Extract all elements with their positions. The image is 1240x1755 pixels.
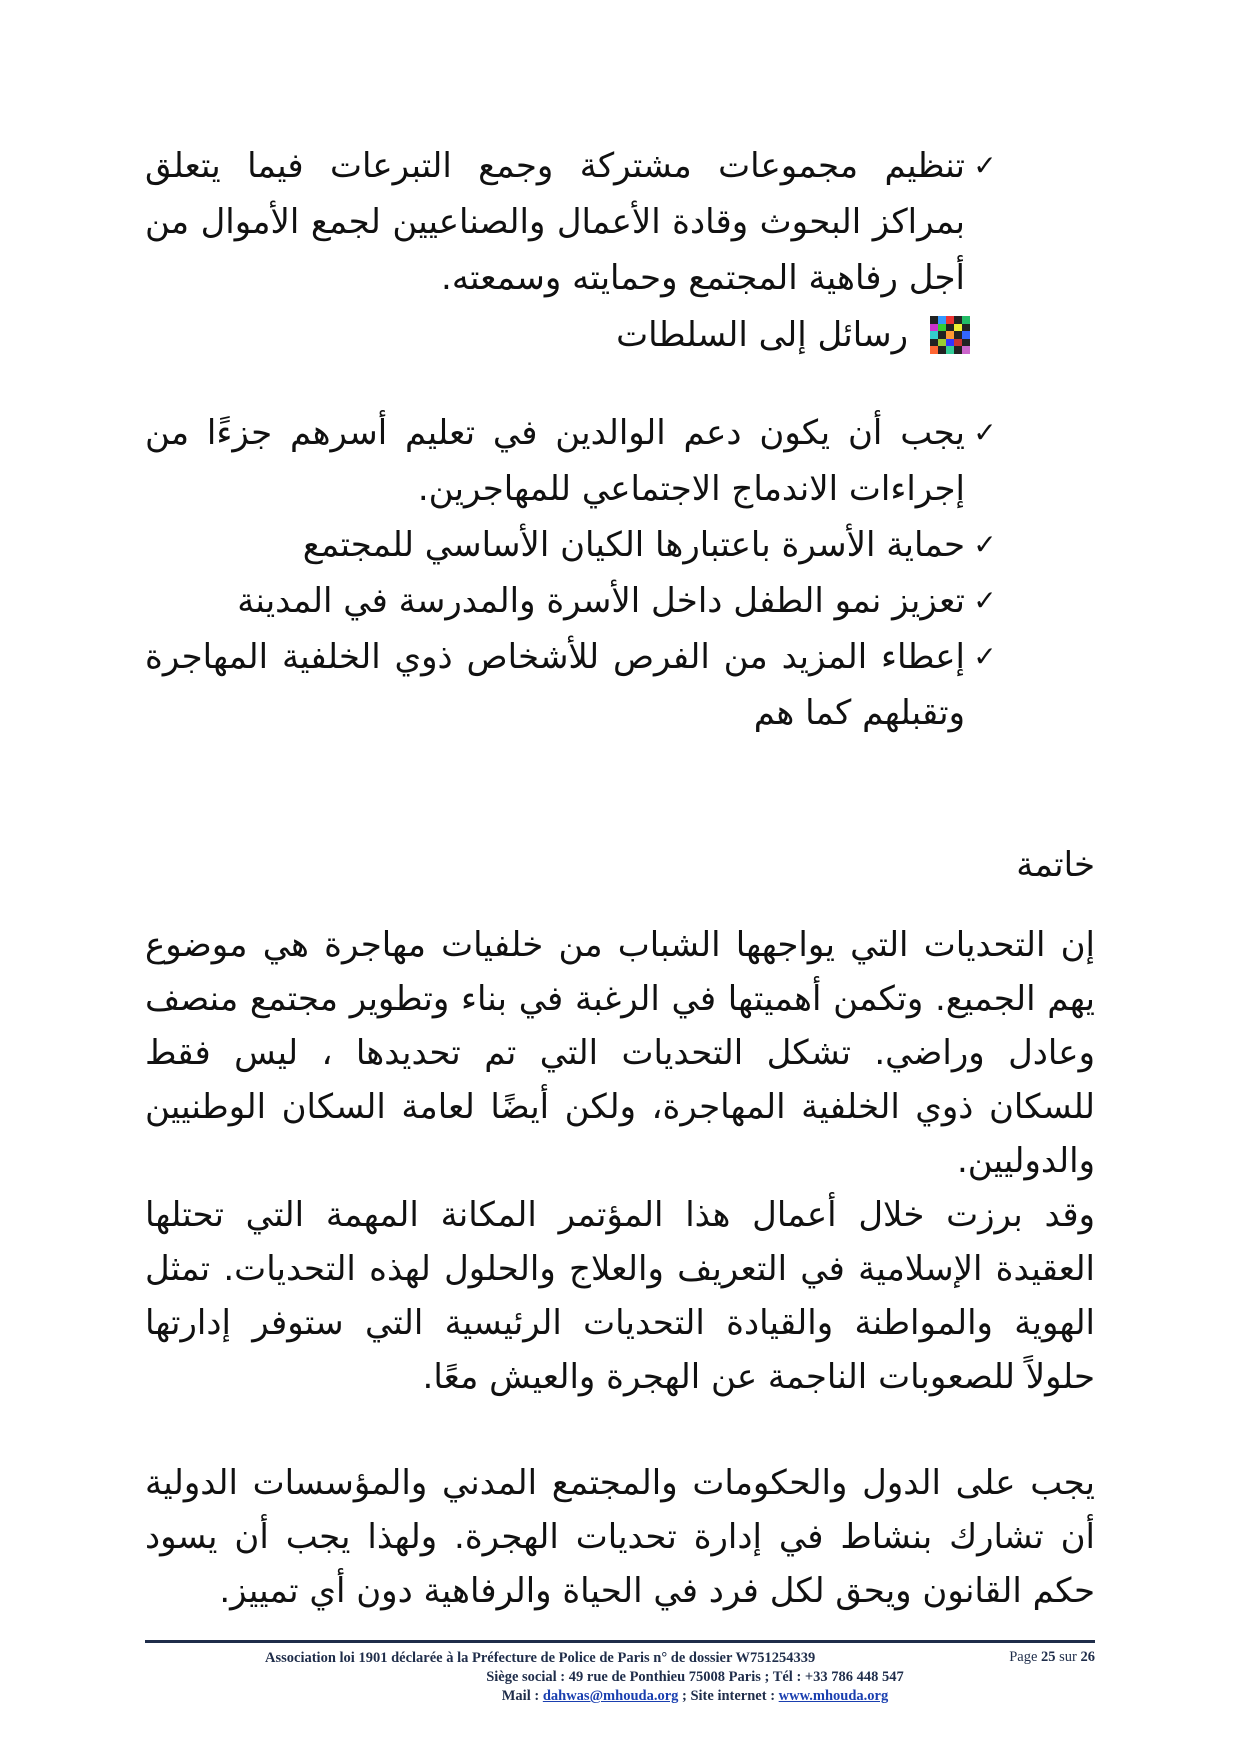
email-link[interactable]: dahwas@mhouda.org — [542, 1688, 679, 1704]
checkmark-icon: ✓ — [973, 416, 997, 449]
mail-label: Mail : — [501, 1688, 540, 1704]
page-sep: sur — [1059, 1649, 1077, 1665]
footer-address: Siège social : 49 rue de Ponthieu 75008 Paris ; Tél : +33 786 448 547 — [486, 1669, 904, 1685]
conclusion-heading: خاتمة — [1016, 845, 1095, 885]
footer-registration: Association loi 1901 déclarée à la Préfecture de Police de Paris n° de dossier W751254339 — [265, 1650, 816, 1666]
list-item-text: تعزيز نمو الطفل داخل الأسرة والمدرسة في المدينة — [237, 581, 965, 621]
list-item — [145, 517, 1005, 573]
list-item-text: تنظيم مجموعات مشتركة وجمع التبرعات فيما يتعلق بمراكز البحوث وقادة الأعمال والصناعيين لجمع الأموال من أجل رفاهية المجتمع وحمايته وسمعته. — [145, 146, 965, 298]
paragraph: إن التحديات التي يواجهها الشباب من خلفيات مهاجرة هي موضوع يهم الجميع. وتكمن أهميتها في الرغبة في بناء وتطوير مجتمع منصف وعادل وراضي. تشكل التحديات التي تم تحديدها ، ليس فقط للسكان ذوي الخلفية المهاجرة، ولكن أيضًا لعامة السكان الوطنيين والدوليين. — [145, 925, 1095, 1181]
list-item-text: يجب أن يكون دعم الوالدين في تعليم أسرهم جزءًا من إجراءات الاندماج الاجتماعي للمهاجرين. — [145, 413, 965, 509]
page-total: 26 — [1080, 1649, 1095, 1665]
paragraph: يجب على الدول والحكومات والمجتمع المدني والمؤسسات الدولية أن تشارك بنشاط في إدارة تحديات الهجرة. ولهذا يجب أن يسود حكم القانون ويحق لكل فرد في الحياة والرفاهية دون أي تمييز. — [145, 1463, 1095, 1611]
list-item — [145, 138, 1005, 306]
list-item-text: إعطاء المزيد من الفرص للأشخاص ذوي الخلفية المهاجرة وتقبلهم كما هم — [145, 637, 965, 733]
checkmark-icon: ✓ — [973, 528, 997, 561]
website-link[interactable]: www.mhouda.org — [778, 1688, 889, 1704]
bullet-list-top — [145, 138, 1005, 306]
page-footer — [145, 1640, 1095, 1733]
pixel-bullet-icon — [930, 316, 970, 354]
checkmark-icon: ✓ — [973, 584, 997, 617]
footer-contact — [145, 1687, 1095, 1706]
paragraph: وقد برزت خلال أعمال هذا المؤتمر المكانة المهمة التي تحتلها العقيدة الإسلامية في التعريف والعلاج والحلول لهذه التحديات. تمثل الهوية والمواطنة والقيادة التحديات الرئيسية التي ستوفر إدارتها حلولاً للصعوبات الناجمة عن الهجرة والعيش معًا. — [145, 1195, 1095, 1397]
list-item — [145, 629, 1005, 741]
bullet-list-messages — [145, 405, 1005, 741]
list-item-text: حماية الأسرة باعتبارها الكيان الأساسي للمجتمع — [302, 525, 965, 565]
list-item — [145, 405, 1005, 517]
checkmark-icon: ✓ — [973, 149, 997, 182]
site-label: ; Site internet : — [682, 1688, 776, 1704]
page-current: 25 — [1041, 1649, 1056, 1665]
section-heading — [616, 310, 970, 360]
page-number — [1009, 1649, 1095, 1666]
page-label: Page — [1009, 1649, 1038, 1665]
checkmark-icon: ✓ — [973, 640, 997, 673]
section-title: رسائل إلى السلطات — [616, 315, 908, 355]
list-item — [145, 573, 1005, 629]
